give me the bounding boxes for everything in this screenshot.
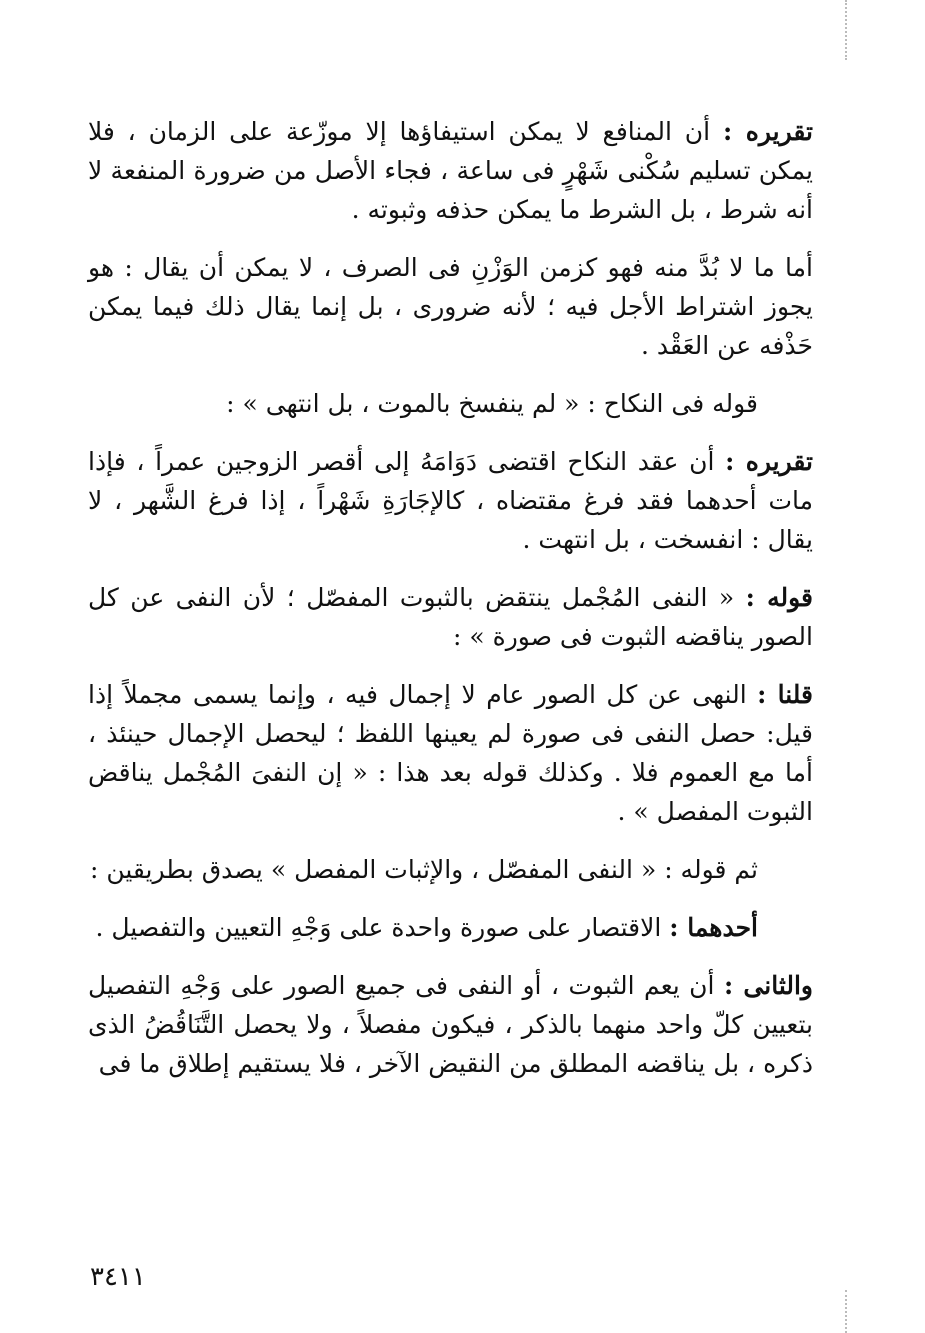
page-edge-dots-top bbox=[845, 0, 847, 60]
paragraph-8 bbox=[88, 908, 813, 947]
paragraph-lead: قلنا : bbox=[757, 680, 813, 709]
paragraph-lead: قوله : bbox=[745, 583, 813, 612]
paragraph-body: قوله فى النكاح : « لم ينفسخ بالموت ، بل انتهى » : bbox=[226, 389, 758, 418]
paragraph-body: أن يعم الثبوت ، أو النفى فى جميع الصور على وَجْهِ التفصيل بتعيين كلّ واحد منهما بالذكر ، فيكون مفصلاً ، ولا يحصل التَّنَاقُضُ الذى ذكره ، بل يناقضه المطلق من النقيض الآخر ، فلا يستقيم إطلاق ما فى bbox=[88, 971, 813, 1078]
paragraph-body: أن المنافع لا يمكن استيفاؤها إلا موزّعة على الزمان ، فلا يمكن تسليم سُكْنى شَهْرٍ فى ساعة ، فجاء الأصل من ضرورة المنفعة لا أنه شرط ، بل الشرط ما يمكن حذفه وثبوته . bbox=[88, 117, 813, 224]
paragraph-9 bbox=[88, 966, 813, 1083]
paragraph-body: النهى عن كل الصور عام لا إجمال فيه ، وإنما يسمى مجملاً إذا قيل: حصل النفى فى صورة لم يعينها اللفظ ؛ ليحصل الإجمال حينئذ ، أما مع العموم فلا . وكذلك قوله بعد هذا : « إن النفىَ المُجْمل يناقض الثبوت المفصل » . bbox=[88, 680, 813, 826]
paragraph-lead: أحدهما : bbox=[669, 913, 758, 942]
page-text bbox=[88, 112, 813, 1102]
paragraph-7 bbox=[88, 850, 813, 889]
paragraph-body: أما ما لا بُدَّ منه فهو كزمن الوَزْنِ فى الصرف ، لا يمكن أن يقال : هو يجوز اشتراط الأجل فيه ؛ لأنه ضرورى ، بل إنما يقال ذلك فيما يمكن حَذْفه عن العَقْد . bbox=[88, 253, 813, 360]
paragraph-2 bbox=[88, 248, 813, 365]
paragraph-3 bbox=[88, 384, 813, 423]
paragraph-body: أن عقد النكاح اقتضى دَوَامَهُ إلى أقصر الزوجين عمراً ، فإذا مات أحدهما فقد فرغ مقتضاه ، كالإجَارَةِ شَهْراً ، إذا فرغ الشَّهر ، لا يقال : انفسخت ، بل انتهت . bbox=[88, 447, 813, 554]
paragraph-lead: تقريره : bbox=[725, 447, 813, 476]
paragraph-lead: والثانى : bbox=[723, 971, 813, 1000]
paragraph-1 bbox=[88, 112, 813, 229]
page-edge-dots-bottom bbox=[845, 1290, 847, 1333]
paragraph-5 bbox=[88, 578, 813, 656]
paragraph-lead: تقريره : bbox=[722, 117, 814, 146]
paragraph-body: « النفى المُجْمل ينتقض بالثبوت المفصّل ؛ لأن النفى عن كل الصور يناقضه الثبوت فى صورة » : bbox=[88, 583, 813, 651]
paragraph-body: الاقتصار على صورة واحدة على وَجْهِ التعيين والتفصيل . bbox=[95, 913, 662, 942]
paragraph-body: ثم قوله : « النفى المفصّل ، والإثبات المفصل » يصدق بطريقين : bbox=[89, 855, 758, 884]
page-number: ٣٤١١ bbox=[90, 1262, 146, 1292]
paragraph-4 bbox=[88, 442, 813, 559]
paragraph-6 bbox=[88, 675, 813, 831]
